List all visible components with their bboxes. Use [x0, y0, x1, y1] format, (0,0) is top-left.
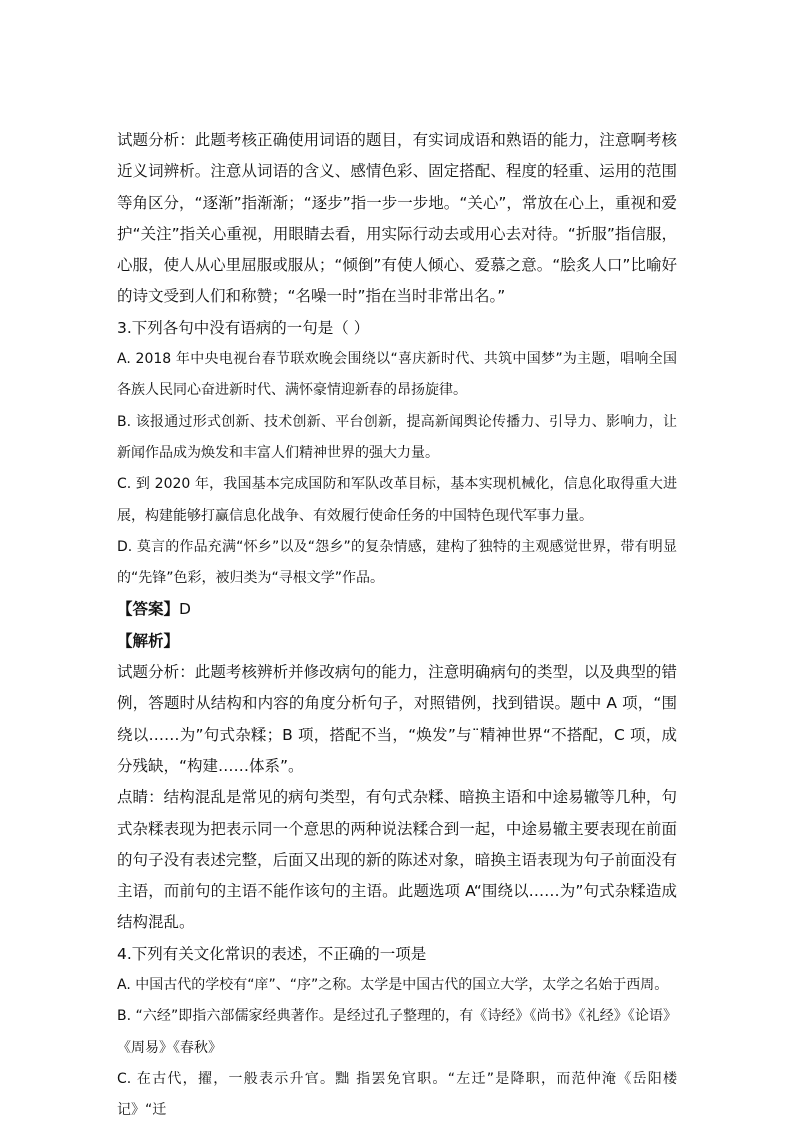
q3-stem: 3.下列各句中没有语病的一句是（ ） — [117, 318, 370, 337]
q4-stem: 4.下列有关文化常识的表述，不正确的一项是 — [117, 944, 427, 963]
q2-analysis: 试题分析：此题考核正确使用词语的题目，有实词成语和熟语的能力，注意啊考核近义词辨析。注意从词语的含义、感情色彩、固定搭配、程度的轻重、运用的范围等角区分，“逐渐”指渐渐；“逐步”指一步一步地。“关心”，常放在心上，重视和爱护“关注”指关心重视，用眼睛去看，用实际行动去或用心去对待。“折服”指信服，心服，使人从心里屈服或服从；“倾倒”有使人倾心、爱慕之意。“脍炙人口”比喻好的诗文受到人们和称赞；“名噪一时”指在当时非常出名。” — [117, 131, 677, 306]
q3-analysis: 试题分析：此题考核辨析并修改病句的能力，注意明确病句的类型，以及典型的错例，答题时从结构和内容的角度分析句子，对照错例，找到错误。题中 A 项，“围绕以……为”句式杂糅；B 项，搭配不当，“焕发”与¨精神世界“不搭配，C 项，成分残缺，“构建……体系”。 — [117, 663, 677, 775]
q4-option-a: A. 中国古代的学校有“庠”、“序”之称。太学是中国古代的国立大学，太学之名始于西周。 — [117, 977, 669, 994]
answer-value: D — [179, 600, 191, 619]
q3-option-b: B. 该报通过形式创新、技术创新、平台创新，提高新闻舆论传播力、引导力、影响力，让新闻作品成为焕发和丰富人们精神世界的强大力量。 — [117, 413, 677, 461]
document-page — [117, 125, 677, 1127]
q3-answer — [117, 594, 677, 625]
q3-tip: 点睛：结构混乱是常见的病句类型，有句式杂糅、暗换主语和中途易辙等几种，句式杂糅表现为把表示同一个意思的两种说法糅合到一起，中途易辙主要表现在前面的句子没有表述完整，后面又出现的新的陈述对象，暗换主语表现为句子前面没有主语，而前句的主语不能作该句的主语。此题选项 A“围绕以……为”句式杂糅造成结构混乱。 — [117, 788, 677, 932]
answer-label: 【答案】 — [117, 600, 180, 619]
q3-option-c: C. 到 2020 年，我国基本完成国防和军队改革目标，基本实现机械化，信息化取得重大进展，构建能够打赢信息化战争、有效履行使命任务的中国特色现代军事力量。 — [117, 476, 677, 524]
q4-option-c: C. 在古代，擢，一般表示升官。黜 指罢免官职。“左迁”是降职，而范仲淹《岳阳楼记》“迁 — [117, 1070, 677, 1119]
q3-analysis-label — [117, 626, 677, 657]
q3-option-d: D. 莫言的作品充满“怀乡”以及“怨乡”的复杂情感，建构了独特的主观感觉世界，带有明显的“先锋”色彩，被归类为“寻根文学”作品。 — [117, 538, 677, 587]
q4-option-b: B. “六经”即指六部儒家经典著作。是经过孔子整理的，有《诗经》《尚书》《礼经》《论语》《周易》《春秋》 — [117, 1008, 677, 1056]
q3-option-a: A. 2018 年中央电视台春节联欢晚会围绕以“喜庆新时代、共筑中国梦”为主题，唱响全国各族人民同心奋进新时代、满怀豪情迎新春的昂扬旋律。 — [117, 351, 677, 399]
analysis-label: 【解析】 — [117, 631, 180, 650]
